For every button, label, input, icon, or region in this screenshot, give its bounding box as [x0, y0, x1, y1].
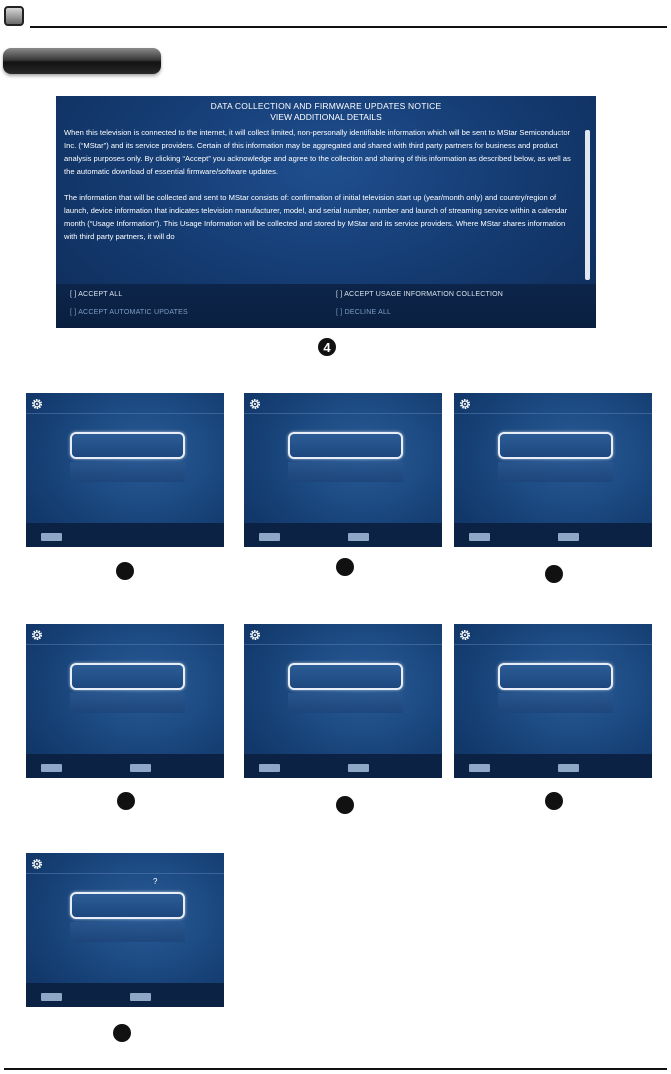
step-marker [336, 558, 354, 576]
gear-icon [30, 628, 44, 642]
notice-title: DATA COLLECTION AND FIRMWARE UPDATES NOTICE [210, 101, 442, 111]
step-number-badge: 4 [318, 338, 336, 356]
settings-screen-2 [244, 393, 442, 547]
soft-button[interactable] [41, 764, 62, 772]
selected-option-box[interactable] [498, 663, 613, 690]
gear-icon [248, 628, 262, 642]
soft-button[interactable] [41, 993, 62, 1001]
selected-option-box[interactable] [70, 892, 185, 919]
gear-icon [30, 397, 44, 411]
selected-option-box[interactable] [498, 432, 613, 459]
notice-options-bar [56, 284, 596, 328]
title-divider [244, 644, 442, 645]
step-marker [116, 562, 134, 580]
soft-button[interactable] [348, 533, 369, 541]
title-divider [26, 413, 224, 414]
step-marker [336, 796, 354, 814]
title-divider [26, 873, 224, 874]
gear-icon [30, 857, 44, 871]
selected-option-box[interactable] [70, 432, 185, 459]
soft-button[interactable] [41, 533, 62, 541]
option-row[interactable] [498, 693, 613, 713]
step-marker [117, 792, 135, 810]
selected-option-box[interactable] [288, 432, 403, 459]
button-bar [454, 523, 652, 547]
footer-rule [4, 1068, 667, 1070]
option-row[interactable] [70, 462, 185, 482]
title-divider [454, 644, 652, 645]
soft-button[interactable] [130, 993, 151, 1001]
soft-button[interactable] [130, 764, 151, 772]
soft-button[interactable] [259, 533, 280, 541]
step-marker [545, 792, 563, 810]
settings-screen-5 [244, 624, 442, 778]
gear-icon [248, 397, 262, 411]
button-bar [26, 983, 224, 1007]
option-row[interactable] [70, 693, 185, 713]
accept-usage-option[interactable]: [ ] ACCEPT USAGE INFORMATION COLLECTION [336, 291, 504, 298]
step-marker [113, 1024, 131, 1042]
step-marker [545, 565, 563, 583]
title-divider [26, 644, 224, 645]
data-collection-notice-screen [56, 96, 596, 328]
selected-option-box[interactable] [70, 663, 185, 690]
notice-scrollbar[interactable] [585, 130, 590, 280]
header-marker-icon [4, 6, 24, 26]
section-tab [3, 48, 161, 74]
button-bar [244, 754, 442, 778]
gear-icon [458, 397, 472, 411]
question-mark: ? [153, 877, 158, 886]
title-divider [454, 413, 652, 414]
soft-button[interactable] [469, 764, 490, 772]
option-row[interactable] [288, 462, 403, 482]
button-bar [26, 754, 224, 778]
title-divider [244, 413, 442, 414]
button-bar [244, 523, 442, 547]
settings-screen-7 [26, 853, 224, 1007]
button-bar [454, 754, 652, 778]
soft-button[interactable] [348, 764, 369, 772]
accept-updates-option[interactable]: [ ] ACCEPT AUTOMATIC UPDATES [70, 309, 188, 316]
notice-paragraph-1: When this television is connected to the internet, it will collect limited, non-personally identifiable information which will be sent to MStar Semiconductor Inc. (“MStar”) and its service providers. Certain of this information may be aggregated and shared with third party partners for business and product analysis purposes only. By clicking “Accept” you acknowledge and agree to the collection and sharing of this information as described below, as well as the automatic download of essential firmware/software updates. [64, 128, 571, 176]
notice-paragraph-2: The information that will be collected and sent to MStar consists of: confirmation of initial television start up (year/month only) and country/region of launch, device information that indicates television manufacturer, model, and serial number, number and launch of streaming service within a calendar month (“Usage Information”). This Usage Information will be collected and stored by MStar and its service providers. Where MStar shares information with third party partners, it will do [64, 193, 568, 241]
button-bar [26, 523, 224, 547]
decline-all-option[interactable]: [ ] DECLINE ALL [336, 309, 392, 316]
view-additional-details-link[interactable]: VIEW ADDITIONAL DETAILS [270, 112, 382, 122]
soft-button[interactable] [469, 533, 490, 541]
option-row[interactable] [70, 922, 185, 942]
accept-all-option[interactable]: [ ] ACCEPT ALL [70, 291, 123, 298]
settings-screen-3 [454, 393, 652, 547]
soft-button[interactable] [558, 764, 579, 772]
notice-body [64, 126, 578, 256]
option-row[interactable] [288, 693, 403, 713]
option-row[interactable] [498, 462, 613, 482]
soft-button[interactable] [259, 764, 280, 772]
settings-screen-1 [26, 393, 224, 547]
soft-button[interactable] [558, 533, 579, 541]
gear-icon [458, 628, 472, 642]
settings-screen-4 [26, 624, 224, 778]
settings-screen-6 [454, 624, 652, 778]
selected-option-box[interactable] [288, 663, 403, 690]
header-rule [30, 26, 667, 28]
